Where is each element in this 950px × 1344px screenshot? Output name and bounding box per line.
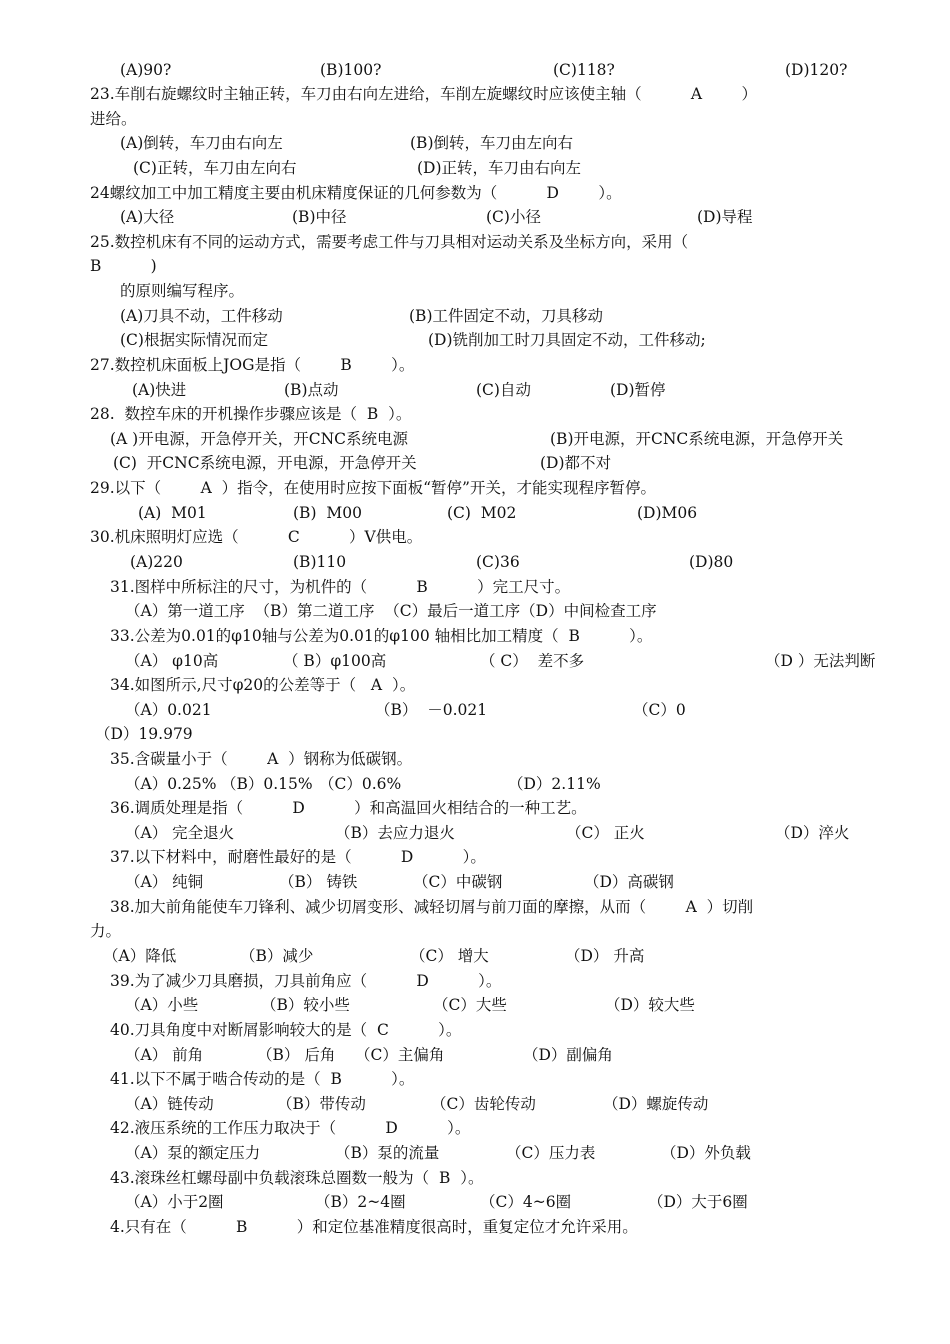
answer-option: （A） φ10高 (125, 652, 219, 670)
answer-option: (D)正转，车刀由右向左 (417, 159, 582, 177)
answer-option: （C） 正火 (566, 824, 645, 842)
answer-option: （D）2.11% (508, 775, 601, 793)
answer-option: （A）降低 (103, 947, 177, 965)
answer-option: （C）中碳钢 (413, 873, 503, 891)
answer-option: (C)正转，车刀由左向右 (133, 159, 297, 177)
answer-option: （B）带传动 (277, 1095, 366, 1113)
question-text (0, 895, 950, 919)
text-line: 25.数控机床有不同的运动方式，需要考虑工件与刀具相对运动关系及坐标方向，采用（ (90, 233, 689, 251)
text-line: 36.调质处理是指（ D ）和高温回火相结合的一种工艺。 (110, 799, 587, 817)
answer-option: （C）大些 (433, 996, 507, 1014)
answer-option: (C)小径 (486, 208, 541, 226)
answer-option: （A）链传动 (125, 1095, 214, 1113)
text-line: 40.刀具角度中对断屑影响较大的是（ C ）。 (110, 1021, 462, 1039)
question-text (0, 353, 950, 377)
text-line: 38.加大前角能使车刀锋利、减少切屑变形、减轻切屑与前刀面的摩擦，从而（ A ）切削 (110, 898, 754, 916)
text-line: 41.以下不属于啮合传动的是（ B ）。 (110, 1070, 415, 1088)
question-text (0, 919, 950, 943)
answer-option: (A)220 (130, 553, 183, 571)
answer-option: （D）较大些 (605, 996, 695, 1014)
question-text (0, 747, 950, 771)
answer-option: (A)刀具不动，工件移动 (120, 307, 283, 325)
answer-option: （B）去应力退火 (335, 824, 455, 842)
answer-option: (B)倒转，车刀由左向右 (410, 134, 573, 152)
options-row (0, 821, 950, 845)
question-text (0, 476, 950, 500)
answer-option: （B）减少 (240, 947, 314, 965)
text-line: （A）第一道工序 （B）第二道工序 （C）最后一道工序（D）中间检查工序 (125, 602, 657, 620)
text-line: 27.数控机床面板上JOG是指（ B ）。 (90, 356, 415, 374)
text-line: 的原则编写程序。 (120, 282, 245, 300)
answer-option: (D)导程 (697, 208, 753, 226)
options-row (0, 205, 950, 229)
text-line: 4.只有在（ B ）和定位基准精度很高时，重复定位才允许采用。 (110, 1218, 638, 1236)
options-row (0, 501, 950, 525)
answer-option: (D)都不对 (540, 454, 612, 472)
options-row (0, 944, 950, 968)
question-text (0, 1215, 950, 1239)
text-line: 33.公差为0.01的φ10轴与公差为0.01的φ100 轴相比加工精度（ B ）。 (110, 627, 653, 645)
answer-option: （D）螺旋传动 (603, 1095, 709, 1113)
text-line: 34.如图所示,尺寸φ20的公差等于（ A ）。 (110, 676, 416, 694)
question-text (0, 624, 950, 648)
options-row (0, 550, 950, 574)
answer-option: (A) M01 (138, 504, 207, 522)
options-row (0, 156, 950, 180)
answer-option: (A)快进 (132, 381, 187, 399)
answer-option: （B）2~4圈 (315, 1193, 406, 1211)
options-row (0, 993, 950, 1017)
answer-option: (B)100? (320, 61, 382, 79)
answer-option: （A） 纯铜 (125, 873, 204, 891)
answer-option: （ C） 差不多 (480, 652, 585, 670)
question-text (0, 525, 950, 549)
question-text (0, 402, 950, 426)
answer-option: (B)中径 (292, 208, 347, 226)
options-row (0, 698, 950, 722)
answer-option: （C）压力表 (506, 1144, 596, 1162)
text-line: 力。 (90, 922, 122, 940)
options-row (0, 378, 950, 402)
options-row (0, 1043, 950, 1067)
question-text (0, 599, 950, 623)
answer-option: (B)工件固定不动，刀具移动 (409, 307, 603, 325)
text-line: 43.滚珠丝杠螺母副中负载滚珠总圈数一般为（ B ）。 (110, 1169, 484, 1187)
text-line: 35.含碳量小于（ A ）钢称为低碳钢。 (110, 750, 413, 768)
answer-option: (C)自动 (476, 381, 531, 399)
options-row (0, 1141, 950, 1165)
options-row (0, 304, 950, 328)
answer-option: (D)M06 (637, 504, 698, 522)
answer-option: （D）外负载 (661, 1144, 751, 1162)
question-text (0, 796, 950, 820)
text-line: 29.以下（ A ）指令，在使用时应按下面板“暂停”开关，才能实现程序暂停。 (90, 479, 656, 497)
answer-option: （A）小于2圈 (125, 1193, 224, 1211)
answer-option: （C） 增大 (410, 947, 489, 965)
answer-option: (B)110 (293, 553, 347, 571)
answer-option: （A） 完全退火 (125, 824, 235, 842)
answer-option: （B） －0.021 (375, 701, 488, 719)
answer-option: (D)暂停 (610, 381, 666, 399)
text-line: 24螺纹加工中加工精度主要由机床精度保证的几何参数为（ D ）。 (90, 184, 622, 202)
answer-option: (B) M00 (293, 504, 362, 522)
answer-option: （A） 前角 (125, 1046, 204, 1064)
answer-option: (A)大径 (120, 208, 175, 226)
answer-option: (B)点动 (284, 381, 339, 399)
answer-option: （C）主偏角 (355, 1046, 445, 1064)
answer-option: (D)120? (785, 61, 848, 79)
answer-option: (C) M02 (447, 504, 517, 522)
options-row (0, 1092, 950, 1116)
answer-option: (C)36 (476, 553, 520, 571)
question-text (0, 969, 950, 993)
answer-option: （D ）无法判断 (765, 652, 876, 670)
text-line: 进给。 (90, 110, 137, 128)
options-row (0, 1190, 950, 1214)
question-text (0, 673, 950, 697)
answer-option: （D） 升高 (565, 947, 645, 965)
question-text (0, 1067, 950, 1091)
text-line: （D）19.979 (95, 725, 193, 743)
question-text (0, 107, 950, 131)
question-text (0, 82, 950, 106)
question-text (0, 575, 950, 599)
answer-option: （B）0.15% (221, 775, 313, 793)
answer-option: （C）齿轮传动 (431, 1095, 536, 1113)
answer-option: （A）0.25% (125, 775, 217, 793)
answer-option: (A)90? (120, 61, 172, 79)
question-text (0, 1116, 950, 1140)
answer-option: （B）较小些 (261, 996, 350, 1014)
answer-option: （A）小些 (125, 996, 199, 1014)
options-row (0, 131, 950, 155)
options-row (0, 451, 950, 475)
answer-option: （D）淬火 (775, 824, 850, 842)
text-line: 42.液压系统的工作压力取决于（ D ）。 (110, 1119, 471, 1137)
text-line: 28. 数控车床的开机操作步骤应该是（ B ）。 (90, 405, 412, 423)
answer-option: （B） 铸铁 (279, 873, 358, 891)
answer-option: (B)开电源，开CNC系统电源，开急停开关 (550, 430, 844, 448)
answer-option: （C）0.6% (319, 775, 402, 793)
answer-option: （C）0 (633, 701, 686, 719)
question-text (0, 1166, 950, 1190)
answer-option: （A）0.021 (125, 701, 212, 719)
question-text (0, 1018, 950, 1042)
question-text (0, 181, 950, 205)
options-row (0, 58, 950, 82)
question-text (0, 722, 950, 746)
answer-option: (C)118? (553, 61, 615, 79)
options-row (0, 772, 950, 796)
answer-option: （C）4~6圈 (480, 1193, 572, 1211)
answer-option: (D)铣削加工时刀具固定不动，工件移动; (428, 331, 706, 349)
text-line: 39.为了减少刀具磨损，刀具前角应（ D ）。 (110, 972, 502, 990)
answer-option: (C) 开CNC系统电源，开电源，开急停开关 (113, 454, 417, 472)
question-text (0, 845, 950, 869)
text-line: 23.车削右旋螺纹时主轴正转，车刀由右向左进给，车削左旋螺纹时应该使主轴（ A ） (90, 85, 758, 103)
answer-option: （D）副偏角 (523, 1046, 613, 1064)
question-text (0, 230, 950, 254)
options-row (0, 870, 950, 894)
options-row (0, 328, 950, 352)
answer-option: （ B）φ100高 (283, 652, 387, 670)
answer-option: （A）泵的额定压力 (125, 1144, 261, 1162)
text-line: 30.机床照明灯应选（ C ）V供电。 (90, 528, 423, 546)
answer-option: （B） 后角 (257, 1046, 336, 1064)
text-line: B ) (90, 257, 157, 275)
answer-option: (C)根据实际情况而定 (120, 331, 268, 349)
text-line: 31.图样中所标注的尺寸，为机件的（ B ）完工尺寸。 (110, 578, 571, 596)
answer-option: （D）大于6圈 (648, 1193, 748, 1211)
answer-option: (A)倒转，车刀由右向左 (120, 134, 283, 152)
question-text (0, 279, 950, 303)
options-row (0, 427, 950, 451)
answer-option: (D)80 (689, 553, 734, 571)
question-text (0, 254, 950, 278)
answer-option: （B）泵的流量 (335, 1144, 440, 1162)
answer-option: (A )开电源，开急停开关，开CNC系统电源 (110, 430, 408, 448)
options-row (0, 649, 950, 673)
answer-option: （D）高碳钢 (584, 873, 674, 891)
text-line: 37.以下材料中，耐磨性最好的是（ D ）。 (110, 848, 486, 866)
